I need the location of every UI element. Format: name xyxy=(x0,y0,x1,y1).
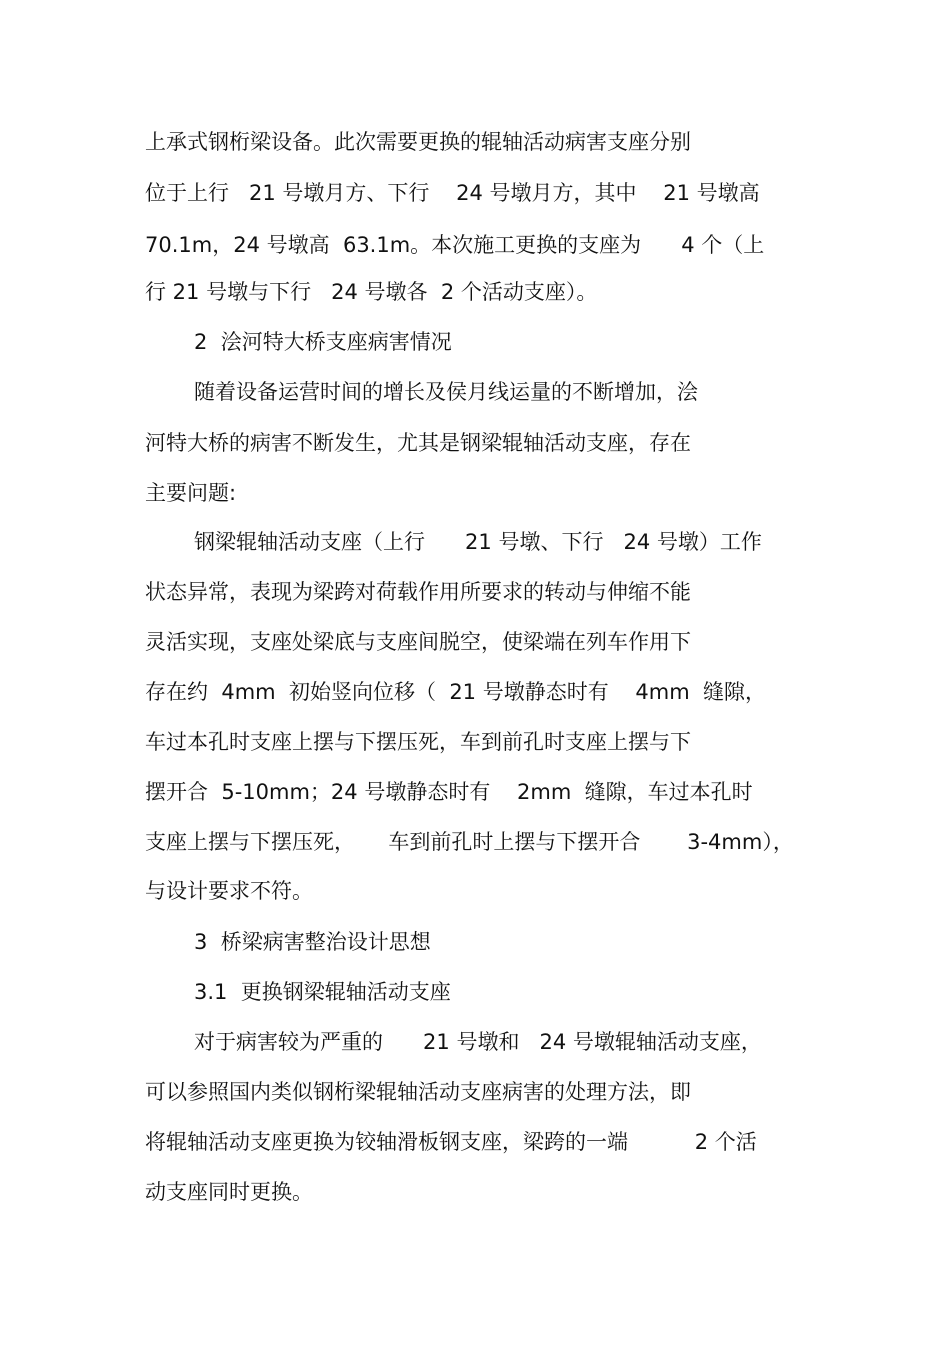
paragraph-line: 上承式钢桁梁设备。此次需要更换的辊轴活动病害支座分别 xyxy=(145,130,691,154)
paragraph-line: 车过本孔时支座上摆与下摆压死，车到前孔时支座上摆与下 xyxy=(145,730,691,754)
paragraph-line: 与设计要求不符。 xyxy=(145,879,313,903)
paragraph-line: 70.1m，24 号墩高 63.1m。本次施工更换的支座为 4 个（上 xyxy=(145,233,765,257)
section-heading: 2 浍河特大桥支座病害情况 xyxy=(194,330,452,354)
paragraph-line: 主要问题: xyxy=(145,481,237,505)
paragraph-line: 动支座同时更换。 xyxy=(145,1180,313,1204)
paragraph-line: 位于上行 21 号墩月方、下行 24 号墩月方，其中 21 号墩高 xyxy=(145,181,760,205)
paragraph-line: 将辊轴活动支座更换为铰轴滑板钢支座，梁跨的一端 2 个活 xyxy=(145,1130,757,1154)
paragraph-line: 状态异常，表现为梁跨对荷载作用所要求的转动与伸缩不能 xyxy=(145,580,691,604)
paragraph-line: 可以参照国内类似钢桁梁辊轴活动支座病害的处理方法，即 xyxy=(145,1080,691,1104)
paragraph-line: 支座上摆与下摆压死， 车到前孔时上摆与下摆开合 3-4mm）， xyxy=(145,830,794,854)
paragraph-line: 钢梁辊轴活动支座（上行 21 号墩、下行 24 号墩）工作 xyxy=(194,530,762,554)
paragraph-line: 灵活实现，支座处梁底与支座间脱空，使梁端在列车作用下 xyxy=(145,630,691,654)
section-heading: 3 桥梁病害整治设计思想 xyxy=(194,930,431,954)
paragraph-line: 存在约 4mm 初始竖向位移（ 21 号墩静态时有 4mm 缝隙， xyxy=(145,680,767,704)
subsection-heading: 3.1 更换钢梁辊轴活动支座 xyxy=(194,980,451,1004)
paragraph-line: 对于病害较为严重的 21 号墩和 24 号墩辊轴活动支座， xyxy=(194,1030,762,1054)
paragraph-line: 随着设备运营时间的增长及侯月线运量的不断增加，浍 xyxy=(194,380,698,404)
paragraph-line: 行 21 号墩与下行 24 号墩各 2 个活动支座）。 xyxy=(145,280,598,304)
paragraph-line: 摆开合 5-10mm；24 号墩静态时有 2mm 缝隙，车过本孔时 xyxy=(145,780,753,804)
paragraph-line: 河特大桥的病害不断发生，尤其是钢梁辊轴活动支座，存在 xyxy=(145,431,691,455)
